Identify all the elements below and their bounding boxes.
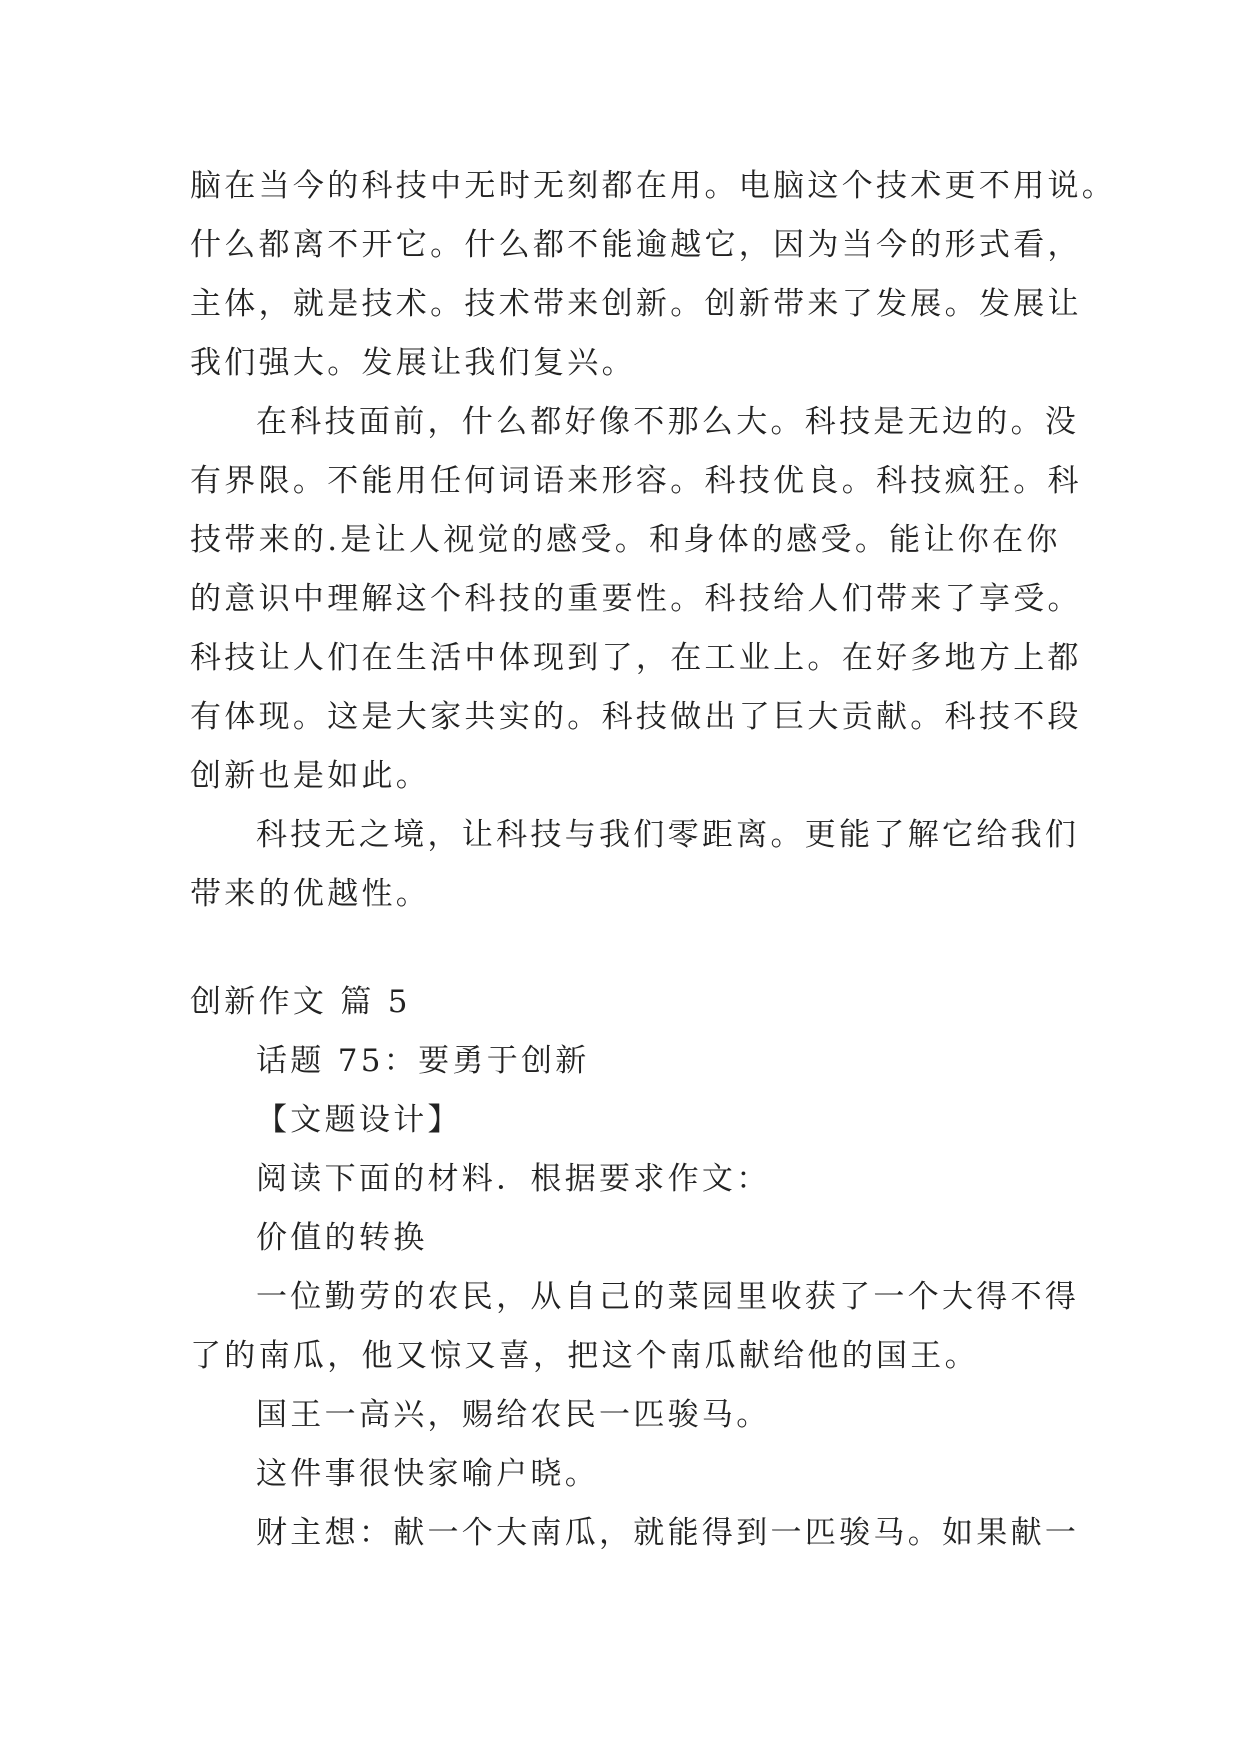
text-line: 什么都离不开它。什么都不能逾越它，因为当今的形式看， [190, 227, 1082, 263]
text-line: 科技让人们在生活中体现到了，在工业上。在好多地方上都 [190, 640, 1082, 676]
design-heading: 【文题设计】 [256, 1102, 462, 1138]
text-line: 了的南瓜，他又惊又喜，把这个南瓜献给他的国王。 [190, 1338, 979, 1374]
text-line: 有界限。不能用任何词语来形容。科技优良。科技疯狂。科 [190, 463, 1082, 499]
text-line: 财主想：献一个大南瓜，就能得到一匹骏马。如果献一 [256, 1515, 1080, 1551]
text-line: 一位勤劳的农民，从自己的菜园里收获了一个大得不得 [256, 1279, 1080, 1315]
text-line: 脑在当今的科技中无时无刻都在用。电脑这个技术更不用说。 [190, 168, 1117, 204]
text-line: 技带来的.是让人视觉的感受。和身体的感受。能让你在你 [190, 522, 1061, 558]
text-line: 国王一高兴，赐给农民一匹骏马。 [256, 1397, 771, 1433]
text-line: 创新也是如此。 [190, 758, 431, 794]
text-line: 带来的优越性。 [190, 876, 431, 912]
text-line: 的意识中理解这个科技的重要性。科技给人们带来了享受。 [190, 581, 1082, 617]
text-line: 有体现。这是大家共实的。科技做出了巨大贡献。科技不段 [190, 699, 1082, 735]
text-line: 在科技面前，什么都好像不那么大。科技是无边的。没 [256, 404, 1080, 440]
text-line: 我们强大。发展让我们复兴。 [190, 345, 636, 381]
section-title: 创新作文 篇 5 [190, 984, 411, 1020]
topic-line: 话题 75：要勇于创新 [256, 1043, 590, 1079]
instruction-line: 阅读下面的材料．根据要求作文： [256, 1161, 771, 1197]
story-title: 价值的转换 [256, 1220, 428, 1256]
text-line: 这件事很快家喻户晓。 [256, 1456, 599, 1492]
text-line: 主体，就是技术。技术带来创新。创新带来了发展。发展让 [190, 286, 1082, 322]
text-line: 科技无之境，让科技与我们零距离。更能了解它给我们 [256, 817, 1080, 853]
